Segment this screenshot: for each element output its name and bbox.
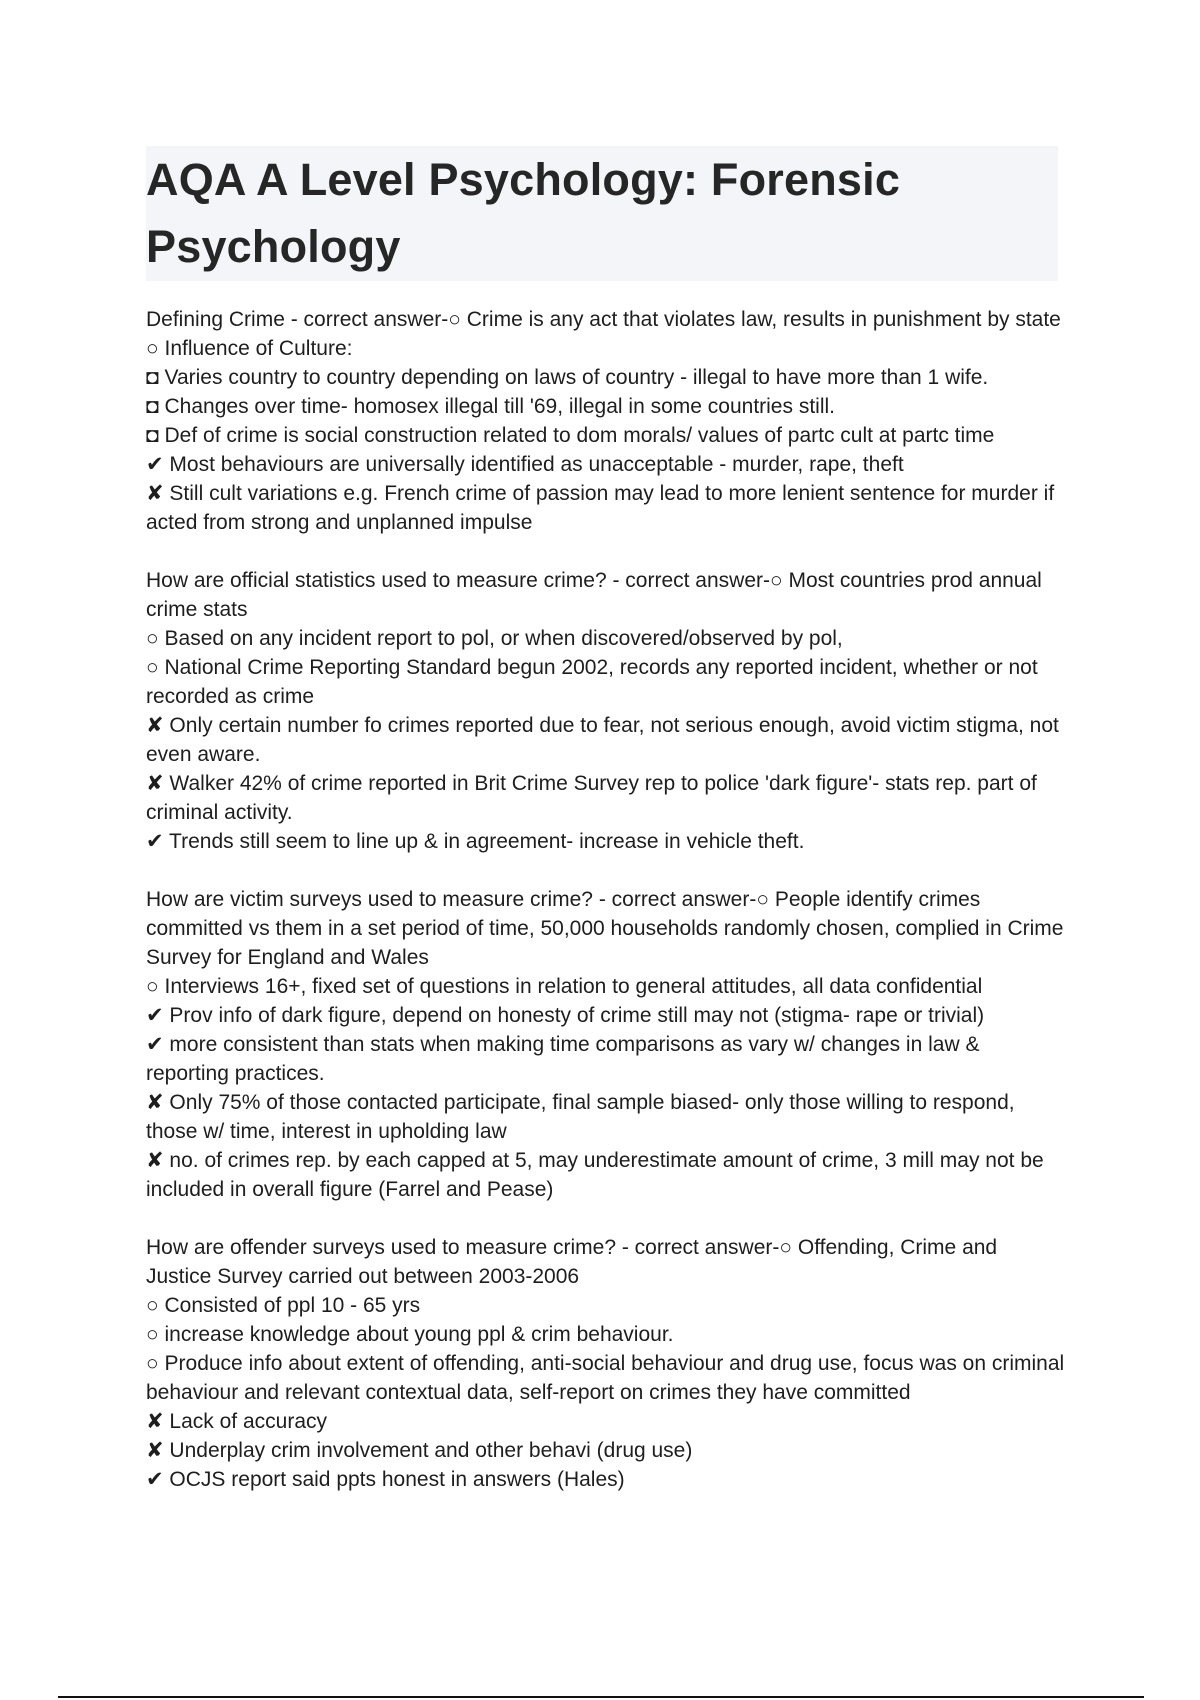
page-title: AQA A Level Psychology: Forensic Psychology	[146, 154, 901, 272]
text-line: How are official statistics used to measure crime? - correct answer-○ Most countries prod annual crime stats	[146, 569, 1042, 621]
text-line: ◘ Def of crime is social construction related to dom morals/ values of partc cult at partc time	[146, 424, 995, 447]
text-line: ✔ Most behaviours are universally identified as unacceptable - murder, rape, theft	[146, 453, 904, 476]
text-line: ◘ Changes over time- homosex illegal till '69, illegal in some countries still.	[146, 395, 835, 418]
text-line: ○ Interviews 16+, fixed set of questions in relation to general attitudes, all data confidential	[146, 975, 983, 998]
text-line: Defining Crime - correct answer-○ Crime is any act that violates law, results in punishment by state	[146, 308, 1061, 331]
text-line: How are victim surveys used to measure crime? - correct answer-○ People identify crimes committed vs them in a set period of time, 50,000 households randomly chosen, complied in Crime Survey for England and Wales	[146, 888, 1064, 969]
text-line: ✔ Trends still seem to line up & in agreement- increase in vehicle theft.	[146, 830, 805, 853]
page-bottom-divider	[58, 1696, 1144, 1698]
text-line: ✔ Prov info of dark figure, depend on honesty of crime still may not (stigma- rape or trivial)	[146, 1004, 985, 1027]
text-line: ✔ more consistent than stats when making time comparisons as vary w/ changes in law & reporting practices.	[146, 1033, 980, 1085]
text-line: ✘ Only 75% of those contacted participate, final sample biased- only those willing to respond, those w/ time, interest in upholding law	[146, 1091, 1015, 1143]
text-line: ◘ Varies country to country depending on laws of country - illegal to have more than 1 wife.	[146, 366, 989, 389]
text-line: ✘ Underplay crim involvement and other behavi (drug use)	[146, 1439, 693, 1462]
document-body	[146, 305, 1066, 1523]
text-line: ✘ Still cult variations e.g. French crime of passion may lead to more lenient sentence for murder if acted from strong and unplanned impulse	[146, 482, 1055, 534]
section-defining-crime	[146, 305, 1066, 537]
text-line: ✘ no. of crimes rep. by each capped at 5, may underestimate amount of crime, 3 mill may not be included in overall figure (Farrel and Pease)	[146, 1149, 1044, 1201]
text-line: ✘ Walker 42% of crime reported in Brit Crime Survey rep to police 'dark figure'- stats rep. part of criminal activity.	[146, 772, 1037, 824]
text-line: ○ Consisted of ppl 10 - 65 yrs	[146, 1294, 421, 1317]
text-line: How are offender surveys used to measure crime? - correct answer-○ Offending, Crime and Justice Survey carried out between 2003-2006	[146, 1236, 998, 1288]
title-banner	[146, 146, 1058, 281]
text-line: ✘ Only certain number fo crimes reported due to fear, not serious enough, avoid victim stigma, not even aware.	[146, 714, 1059, 766]
text-line: ✘ Lack of accuracy	[146, 1410, 328, 1433]
text-line: ○ National Crime Reporting Standard begun 2002, records any reported incident, whether or not recorded as crime	[146, 656, 1038, 708]
text-line: ○ Based on any incident report to pol, or when discovered/observed by pol,	[146, 627, 843, 650]
section-victim-surveys	[146, 885, 1066, 1204]
section-official-statistics	[146, 566, 1066, 856]
text-line: ○ increase knowledge about young ppl & crim behaviour.	[146, 1323, 674, 1346]
section-offender-surveys	[146, 1233, 1066, 1494]
text-line: ○ Produce info about extent of offending, anti-social behaviour and drug use, focus was on criminal behaviour and relevant contextual data, self-report on crimes they have committed	[146, 1352, 1065, 1404]
text-line: ○ Influence of Culture:	[146, 337, 353, 360]
text-line: ✔ OCJS report said ppts honest in answers (Hales)	[146, 1468, 625, 1491]
